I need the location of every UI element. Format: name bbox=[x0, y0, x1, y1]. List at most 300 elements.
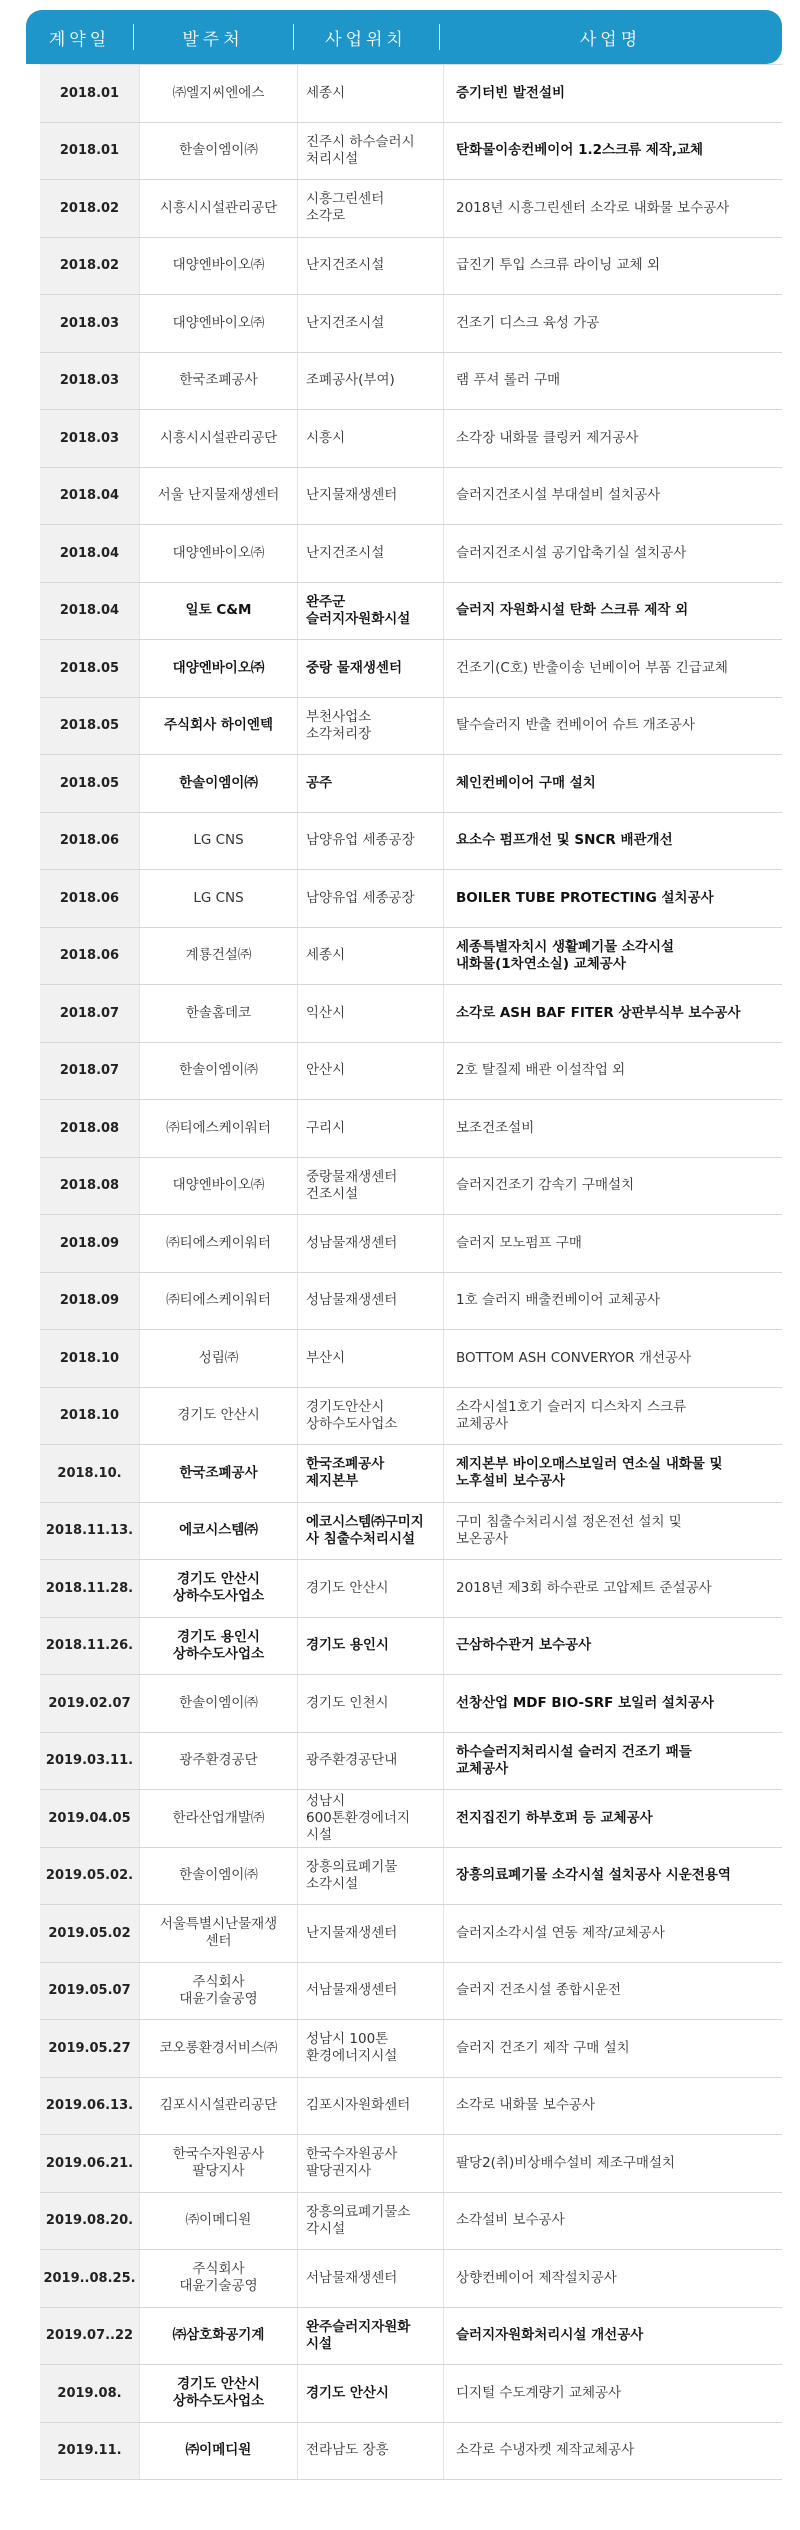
contract-date-cell bbox=[40, 640, 140, 697]
contract-date-cell-text: 2019.05.02. bbox=[45, 1868, 134, 1884]
project-cell-text: 하수슬러지처리시설 슬러지 건조기 패들 교체공사 bbox=[456, 1743, 692, 1777]
project-cell-text: 체인컨베이어 구매 설치 bbox=[456, 774, 596, 791]
location-cell-text: 난지물재생센터 bbox=[306, 1924, 398, 1941]
client-cell bbox=[140, 2308, 298, 2365]
contract-date-cell bbox=[40, 1388, 140, 1445]
contract-date-cell-text: 2018.07 bbox=[59, 1005, 120, 1021]
location-cell-text: 전라남도 장흥 bbox=[306, 2442, 389, 2459]
contract-date-cell bbox=[40, 468, 140, 525]
contract-date-cell-text: 2018.10 bbox=[59, 1350, 120, 1366]
contract-date-cell bbox=[40, 1158, 140, 1215]
location-cell bbox=[298, 2423, 444, 2480]
contract-date-cell-text: 2019.03.11. bbox=[45, 1753, 134, 1769]
project-cell-text: 2018년 제3회 하수관로 고압제트 준설공사 bbox=[456, 1579, 712, 1596]
project-cell-text: 슬러지 건조시설 종합시운전 bbox=[456, 1982, 622, 1999]
contract-date-cell-text: 2018.01 bbox=[59, 143, 120, 159]
location-cell-text: 익산시 bbox=[306, 1004, 346, 1021]
contract-date-cell bbox=[40, 2020, 140, 2077]
project-cell bbox=[444, 1618, 782, 1675]
table-row bbox=[40, 870, 782, 928]
client-cell-text: 경기도 용인시 상하수도사업소 bbox=[172, 1628, 265, 1662]
contract-date-cell-text: 2018.05 bbox=[59, 775, 120, 791]
location-cell bbox=[298, 1848, 444, 1905]
client-cell bbox=[140, 2135, 298, 2192]
contract-date-cell-text: 2019.07..22 bbox=[45, 2328, 134, 2344]
table-row bbox=[40, 1043, 782, 1101]
project-cell bbox=[444, 583, 782, 640]
location-cell-text: 난지건조시설 bbox=[306, 544, 385, 561]
project-cell-text: 슬러지 자원화시설 탄화 스크류 제작 외 bbox=[456, 602, 689, 619]
location-cell-text: 시흥시 bbox=[306, 429, 346, 446]
client-cell-text: 대양엔바이오㈜ bbox=[172, 544, 265, 561]
location-cell bbox=[298, 985, 444, 1042]
client-cell-text: ㈜이메디원 bbox=[185, 2442, 252, 2459]
project-cell-text: 탄화물이송컨베이어 1.2스크류 제작,교체 bbox=[456, 142, 704, 159]
project-cell bbox=[444, 870, 782, 927]
table-row bbox=[40, 525, 782, 583]
location-cell bbox=[298, 1503, 444, 1560]
location-cell-text: 난지건조시설 bbox=[306, 314, 385, 331]
location-cell bbox=[298, 1043, 444, 1100]
table-row bbox=[40, 583, 782, 641]
table-row bbox=[40, 1848, 782, 1906]
location-cell bbox=[298, 525, 444, 582]
project-cell-text: 슬러지자원화처리시설 개선공사 bbox=[456, 2327, 644, 2344]
location-cell-text: 장흥의료폐기물 소각시설 bbox=[306, 1858, 398, 1892]
contract-date-cell-text: 2018.04 bbox=[59, 603, 120, 619]
contract-date-cell bbox=[40, 2078, 140, 2135]
project-cell bbox=[444, 2020, 782, 2077]
project-cell bbox=[444, 1445, 782, 1502]
client-cell bbox=[140, 1733, 298, 1790]
project-cell bbox=[444, 1733, 782, 1790]
contract-date-cell bbox=[40, 2423, 140, 2480]
client-cell bbox=[140, 985, 298, 1042]
contract-date-cell-text: 2019..08.25. bbox=[43, 2270, 136, 2286]
contract-date-cell-text: 2018.05 bbox=[59, 660, 120, 676]
contract-date-cell-text: 2018.09 bbox=[59, 1235, 120, 1251]
client-cell-text: 경기도 안산시 상하수도사업소 bbox=[172, 2376, 265, 2410]
client-cell bbox=[140, 1330, 298, 1387]
project-cell bbox=[444, 2193, 782, 2250]
location-cell bbox=[298, 813, 444, 870]
project-cell bbox=[444, 1043, 782, 1100]
client-cell-text: 한솔이엠이㈜ bbox=[179, 1867, 258, 1884]
location-cell-text: 서남물재생센터 bbox=[306, 2269, 398, 2286]
project-cell-text: 소각로 내화물 보수공사 bbox=[456, 2097, 595, 2114]
client-cell-text: ㈜삼호화공기계 bbox=[172, 2327, 265, 2344]
location-cell-text: 남양유업 세종공장 bbox=[306, 832, 415, 849]
client-cell-text: 김포시시설관리공단 bbox=[159, 2097, 278, 2114]
contract-date-cell bbox=[40, 755, 140, 812]
location-cell bbox=[298, 1215, 444, 1272]
client-cell-text: 시흥시시설관리공단 bbox=[159, 429, 278, 446]
client-cell-text: 일토 C&M bbox=[185, 602, 252, 619]
contract-date-cell bbox=[40, 2135, 140, 2192]
project-cell-text: 보조건조설비 bbox=[456, 1119, 535, 1136]
project-cell bbox=[444, 410, 782, 467]
project-cell-text: 램 푸셔 롤러 구매 bbox=[456, 372, 561, 389]
contract-date-cell-text: 2018.03 bbox=[59, 315, 120, 331]
client-cell-text: ㈜이메디원 bbox=[185, 2212, 252, 2229]
client-cell-text: LG CNS bbox=[193, 832, 244, 849]
client-cell bbox=[140, 1273, 298, 1330]
project-cell bbox=[444, 1388, 782, 1445]
client-cell bbox=[140, 870, 298, 927]
client-cell-text: 대양엔바이오㈜ bbox=[172, 257, 265, 274]
client-cell bbox=[140, 2365, 298, 2422]
contract-date-cell bbox=[40, 2308, 140, 2365]
project-cell-text: 슬러지 모노펌프 구매 bbox=[456, 1234, 582, 1251]
table-row bbox=[40, 755, 782, 813]
client-cell-text: 한라산업개발㈜ bbox=[172, 1809, 265, 1826]
contract-date-cell bbox=[40, 353, 140, 410]
project-cell-text: 전지집진기 하부호퍼 등 교체공사 bbox=[456, 1809, 653, 1826]
client-cell bbox=[140, 2020, 298, 2077]
location-cell bbox=[298, 640, 444, 697]
contract-date-cell bbox=[40, 1043, 140, 1100]
project-cell bbox=[444, 123, 782, 180]
project-cell bbox=[444, 2250, 782, 2307]
contract-date-cell bbox=[40, 2250, 140, 2307]
header-contract-date: 계약일 bbox=[48, 29, 111, 50]
client-cell-text: ㈜티에스케이워터 bbox=[166, 1234, 271, 1251]
client-cell-text: 대양엔바이오㈜ bbox=[172, 1177, 265, 1194]
project-cell-text: 팔당2(취)비상배수설비 제조구매설치 bbox=[456, 2154, 676, 2171]
contract-date-cell-text: 2018.05 bbox=[59, 718, 120, 734]
location-cell bbox=[298, 123, 444, 180]
project-cell-text: 2018년 시흥그린센터 소각로 내화물 보수공사 bbox=[456, 199, 730, 216]
client-cell-text: 한솔이엠이㈜ bbox=[179, 142, 258, 159]
project-cell bbox=[444, 755, 782, 812]
location-cell bbox=[298, 2078, 444, 2135]
location-cell-text: 성남물재생센터 bbox=[306, 1292, 398, 1309]
project-cell bbox=[444, 1963, 782, 2020]
client-cell-text: LG CNS bbox=[193, 889, 244, 906]
location-cell bbox=[298, 755, 444, 812]
client-cell bbox=[140, 1388, 298, 1445]
contract-date-cell bbox=[40, 1848, 140, 1905]
table-row bbox=[40, 2020, 782, 2078]
contract-date-cell bbox=[40, 1503, 140, 1560]
location-cell bbox=[298, 1963, 444, 2020]
contract-date-cell-text: 2018.01 bbox=[59, 85, 120, 101]
contract-date-cell bbox=[40, 1445, 140, 1502]
client-cell bbox=[140, 295, 298, 352]
table-row bbox=[40, 928, 782, 986]
location-cell bbox=[298, 295, 444, 352]
project-cell-text: 요소수 펌프개선 및 SNCR 배관개선 bbox=[456, 832, 673, 849]
contract-date-cell bbox=[40, 65, 140, 122]
location-cell bbox=[298, 468, 444, 525]
client-cell bbox=[140, 1100, 298, 1157]
table-row bbox=[40, 65, 782, 123]
client-cell-text: 한국조폐공사 bbox=[179, 1464, 258, 1481]
location-cell bbox=[298, 1388, 444, 1445]
contract-date-cell bbox=[40, 1215, 140, 1272]
contract-date-cell-text: 2018.02 bbox=[59, 258, 120, 274]
project-cell bbox=[444, 2423, 782, 2480]
project-cell-text: 제지본부 바이오매스보일러 연소실 내화물 및 노후설비 보수공사 bbox=[456, 1456, 723, 1490]
client-cell bbox=[140, 698, 298, 755]
location-cell-text: 난지물재생센터 bbox=[306, 487, 398, 504]
location-cell-text: 경기도 인천시 bbox=[306, 1694, 389, 1711]
table-row bbox=[40, 2078, 782, 2136]
project-cell bbox=[444, 640, 782, 697]
contract-date-cell bbox=[40, 813, 140, 870]
table-row bbox=[40, 1158, 782, 1216]
table-row bbox=[40, 2135, 782, 2193]
location-cell bbox=[298, 2308, 444, 2365]
table-row bbox=[40, 123, 782, 181]
location-cell bbox=[298, 1560, 444, 1617]
project-cell bbox=[444, 1905, 782, 1962]
client-cell bbox=[140, 1963, 298, 2020]
location-cell-text: 공주 bbox=[306, 774, 333, 791]
location-cell-text: 광주환경공단내 bbox=[306, 1752, 398, 1769]
client-cell bbox=[140, 2250, 298, 2307]
client-cell-text: 한국수자원공사 팔당지사 bbox=[172, 2146, 265, 2180]
location-cell-text: 난지건조시설 bbox=[306, 257, 385, 274]
location-cell-text: 경기도안산시 상하수도사업소 bbox=[306, 1398, 398, 1432]
table-row bbox=[40, 1503, 782, 1561]
contract-date-cell-text: 2019.04.05 bbox=[48, 1810, 131, 1826]
client-cell bbox=[140, 1618, 298, 1675]
location-cell bbox=[298, 870, 444, 927]
client-cell-text: 주식회사 하이엔텍 bbox=[163, 717, 274, 734]
project-cell bbox=[444, 65, 782, 122]
contract-date-cell-text: 2019.11. bbox=[57, 2443, 122, 2459]
client-cell bbox=[140, 2193, 298, 2250]
table-row bbox=[40, 698, 782, 756]
client-cell-text: 성림㈜ bbox=[198, 1349, 239, 1366]
project-cell bbox=[444, 928, 782, 985]
contract-date-cell bbox=[40, 238, 140, 295]
location-cell-text: 경기도 안산시 bbox=[306, 1579, 389, 1596]
location-cell-text: 부산시 bbox=[306, 1349, 346, 1366]
location-cell bbox=[298, 65, 444, 122]
table-row bbox=[40, 1215, 782, 1273]
project-cell bbox=[444, 698, 782, 755]
location-cell bbox=[298, 1100, 444, 1157]
contract-date-cell bbox=[40, 698, 140, 755]
location-cell bbox=[298, 1905, 444, 1962]
location-cell-text: 중랑 물재생센터 bbox=[306, 659, 402, 676]
project-cell-text: 소각설비 보수공사 bbox=[456, 2212, 565, 2229]
project-cell bbox=[444, 1503, 782, 1560]
project-cell-text: 선창산업 MDF BIO-SRF 보일러 설치공사 bbox=[456, 1694, 715, 1711]
client-cell-text: 경기도 안산시 bbox=[177, 1407, 260, 1424]
location-cell bbox=[298, 2020, 444, 2077]
contract-date-cell bbox=[40, 2365, 140, 2422]
client-cell bbox=[140, 468, 298, 525]
client-cell bbox=[140, 410, 298, 467]
project-cell-text: 소각시설1호기 슬러지 디스차지 스크류 교체공사 bbox=[456, 1398, 687, 1432]
table-row bbox=[40, 180, 782, 238]
contract-date-cell bbox=[40, 295, 140, 352]
project-cell bbox=[444, 468, 782, 525]
project-cell bbox=[444, 985, 782, 1042]
location-cell bbox=[298, 410, 444, 467]
client-cell bbox=[140, 2078, 298, 2135]
header-client: 발주처 bbox=[133, 10, 293, 64]
contract-date-cell-text: 2018.08 bbox=[59, 1178, 120, 1194]
project-cell bbox=[444, 238, 782, 295]
location-cell-text: 조폐공사(부여) bbox=[306, 372, 395, 389]
project-cell-text: 세종특별자치시 생활폐기물 소각시설 내화물(1차연소실) 교체공사 bbox=[456, 938, 675, 972]
location-cell-text: 서남물재생센터 bbox=[306, 1982, 398, 1999]
project-cell-text: 슬러지건조시설 공기압축기실 설치공사 bbox=[456, 544, 687, 561]
location-cell-text: 안산시 bbox=[306, 1062, 346, 1079]
contract-date-cell-text: 2018.09 bbox=[59, 1293, 120, 1309]
table-row bbox=[40, 1618, 782, 1676]
location-cell bbox=[298, 180, 444, 237]
table-row bbox=[40, 353, 782, 411]
table-row bbox=[40, 295, 782, 353]
location-cell bbox=[298, 1618, 444, 1675]
project-cell bbox=[444, 1273, 782, 1330]
project-cell bbox=[444, 2308, 782, 2365]
client-cell bbox=[140, 1560, 298, 1617]
contract-date-cell-text: 2018.03 bbox=[59, 430, 120, 446]
project-cell bbox=[444, 180, 782, 237]
location-cell bbox=[298, 1158, 444, 1215]
contract-date-cell-text: 2019.08. bbox=[57, 2385, 122, 2401]
location-cell bbox=[298, 583, 444, 640]
client-cell bbox=[140, 1215, 298, 1272]
project-cell-text: 슬러지소각시설 연동 제작/교체공사 bbox=[456, 1924, 665, 1941]
project-cell bbox=[444, 1158, 782, 1215]
project-cell bbox=[444, 2078, 782, 2135]
client-cell bbox=[140, 1043, 298, 1100]
contract-date-cell-text: 2018.07 bbox=[59, 1063, 120, 1079]
contract-date-cell-text: 2018.04 bbox=[59, 545, 120, 561]
location-cell bbox=[298, 2135, 444, 2192]
location-cell-text: 시흥그린센터 소각로 bbox=[306, 191, 385, 225]
location-cell bbox=[298, 698, 444, 755]
contract-date-cell bbox=[40, 1790, 140, 1847]
project-cell bbox=[444, 2365, 782, 2422]
location-cell bbox=[298, 2250, 444, 2307]
table-row bbox=[40, 640, 782, 698]
contract-date-cell-text: 2019.06.21. bbox=[45, 2155, 134, 2171]
header-project: 사업명 bbox=[439, 10, 782, 64]
contract-date-cell bbox=[40, 1733, 140, 1790]
contract-date-cell-text: 2018.06 bbox=[59, 833, 120, 849]
contract-date-cell-text: 2018.10. bbox=[57, 1465, 122, 1481]
location-cell bbox=[298, 1445, 444, 1502]
location-cell-text: 김포시자원화센터 bbox=[306, 2097, 411, 2114]
contract-date-cell bbox=[40, 1675, 140, 1732]
project-cell-text: 급진기 투입 스크류 라이닝 교체 외 bbox=[456, 257, 661, 274]
project-cell-text: 구미 침출수처리시설 정온전선 설치 및 보온공사 bbox=[456, 1513, 682, 1547]
contract-date-cell bbox=[40, 1618, 140, 1675]
location-cell-text: 경기도 안산시 bbox=[306, 2384, 389, 2401]
table-row bbox=[40, 1330, 782, 1388]
location-cell-text: 세종시 bbox=[306, 947, 346, 964]
contract-date-cell-text: 2018.06 bbox=[59, 890, 120, 906]
table-row bbox=[40, 1100, 782, 1158]
client-cell bbox=[140, 123, 298, 180]
client-cell-text: ㈜티에스케이워터 bbox=[166, 1292, 271, 1309]
location-cell-text: 부천사업소 소각처리장 bbox=[306, 708, 372, 742]
project-cell bbox=[444, 1215, 782, 1272]
table-row bbox=[40, 1445, 782, 1503]
project-cell-text: 소각로 수냉자켓 제작교체공사 bbox=[456, 2442, 635, 2459]
project-cell-text: 소각장 내화물 클링커 제거공사 bbox=[456, 429, 639, 446]
contract-date-cell bbox=[40, 870, 140, 927]
client-cell-text: 한솔이엠이㈜ bbox=[179, 1062, 258, 1079]
location-cell bbox=[298, 1330, 444, 1387]
contract-date-cell bbox=[40, 1963, 140, 2020]
client-cell-text: 서울특별시난물재생 센터 bbox=[159, 1916, 278, 1950]
project-cell bbox=[444, 353, 782, 410]
client-cell bbox=[140, 238, 298, 295]
contract-table bbox=[40, 64, 782, 2480]
table-row bbox=[40, 2193, 782, 2251]
location-cell-text: 성남물재생센터 bbox=[306, 1234, 398, 1251]
contract-date-cell-text: 2019.05.02 bbox=[48, 1925, 131, 1941]
project-cell-text: 2호 탈질제 배관 이설작업 외 bbox=[456, 1062, 626, 1079]
contract-date-cell-text: 2019.05.27 bbox=[48, 2040, 131, 2056]
project-cell bbox=[444, 2135, 782, 2192]
location-cell-text: 성남시 100톤 환경에너지시설 bbox=[306, 2031, 398, 2065]
contract-date-cell bbox=[40, 583, 140, 640]
project-cell-text: 탈수슬러지 반출 컨베이어 슈트 개조공사 bbox=[456, 717, 695, 734]
client-cell bbox=[140, 525, 298, 582]
client-cell-text: 한솔이엠이㈜ bbox=[179, 774, 258, 791]
project-cell bbox=[444, 1100, 782, 1157]
client-cell-text: ㈜엘지씨엔에스 bbox=[172, 84, 265, 101]
table-row bbox=[40, 985, 782, 1043]
location-cell bbox=[298, 353, 444, 410]
client-cell bbox=[140, 1848, 298, 1905]
contract-date-cell bbox=[40, 180, 140, 237]
project-cell-text: 디지털 수도계량기 교체공사 bbox=[456, 2384, 622, 2401]
contract-date-cell bbox=[40, 123, 140, 180]
client-cell bbox=[140, 640, 298, 697]
contract-date-cell-text: 2018.02 bbox=[59, 200, 120, 216]
location-cell bbox=[298, 1273, 444, 1330]
table-row bbox=[40, 410, 782, 468]
contract-date-cell bbox=[40, 1560, 140, 1617]
project-cell-text: 슬러지건조시설 부대설비 설치공사 bbox=[456, 487, 661, 504]
project-cell bbox=[444, 1675, 782, 1732]
location-cell bbox=[298, 2193, 444, 2250]
table-row bbox=[40, 2308, 782, 2366]
table-row bbox=[40, 1963, 782, 2021]
contract-date-cell bbox=[40, 1330, 140, 1387]
client-cell bbox=[140, 180, 298, 237]
header-location: 사업위치 bbox=[293, 10, 439, 64]
table-row bbox=[40, 1905, 782, 1963]
client-cell-text: 대양엔바이오㈜ bbox=[172, 314, 265, 331]
client-cell-text: 경기도 안산시 상하수도사업소 bbox=[172, 1571, 265, 1605]
location-cell-text: 한국조폐공사 제지본부 bbox=[306, 1456, 385, 1490]
client-cell bbox=[140, 1503, 298, 1560]
location-cell-text: 완주슬러지자원화 시설 bbox=[306, 2318, 411, 2352]
location-cell-text: 경기도 용인시 bbox=[306, 1637, 389, 1654]
location-cell-text: 구리시 bbox=[306, 1119, 346, 1136]
client-cell bbox=[140, 1158, 298, 1215]
contract-date-cell-text: 2019.02.07 bbox=[48, 1695, 131, 1711]
client-cell-text: 대양엔바이오㈜ bbox=[172, 659, 265, 676]
project-cell-text: 건조기 디스크 육성 가공 bbox=[456, 314, 600, 331]
project-cell bbox=[444, 525, 782, 582]
table-row bbox=[40, 813, 782, 871]
contract-date-cell bbox=[40, 410, 140, 467]
client-cell-text: 주식회사 대윤기술공영 bbox=[179, 1973, 258, 2007]
